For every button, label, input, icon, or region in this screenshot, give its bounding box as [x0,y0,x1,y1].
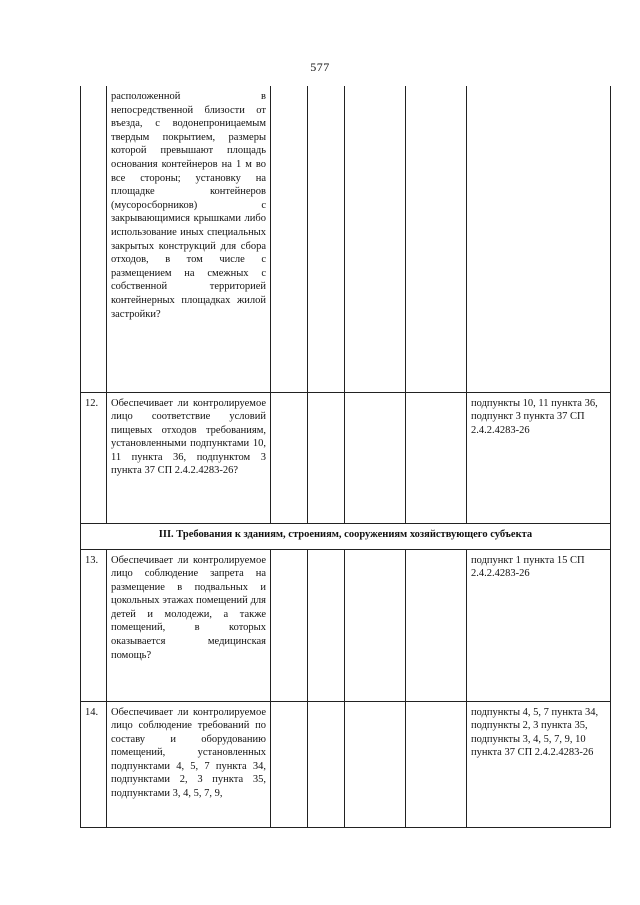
table-row [81,549,611,701]
comment-cell [406,392,467,523]
reference-cell: подпункт 1 пункта 15 СП 2.4.2.4283-26 [467,549,611,701]
question-cell: Обеспечивает ли контролируемое лицо соблюдение требований по составу и оборудованию помещений, установленных подпунктами 4, 5, 7 пункта 34, подпунктами 2, 3 пункта 35, подпунктами 3, 4, 5, 7, 9, [107,701,271,827]
reference-cell: подпункты 10, 11 пункта 36, подпункт 3 пункта 37 СП 2.4.2.4283-26 [467,392,611,523]
section-title: III. Требования к зданиям, строениям, сооружениям хозяйствующего субъекта [81,523,611,549]
answer-cell-no [308,701,345,827]
comment-cell [406,86,467,392]
table-row [81,701,611,827]
answer-cell-yes [271,701,308,827]
answer-cell-no [308,549,345,701]
table-row [81,392,611,523]
answer-cell-yes [271,392,308,523]
page-number: 577 [310,60,330,74]
checklist-table [80,86,611,828]
question-cell: расположенной в непосредственной близости от въезда, с водонепроницаемым твердым покрытием, размеры которой превышают площадь основания контейнеров на 1 м во все стороны; установку на площадке контейнеров (мусоросборников) с закрывающимися крышками либо использование иных специальных закрытых конструкций для сбора отходов, в том числе с размещением на смежных с собственной территорией контейнерных площадках жилой застройки? [107,86,271,392]
answer-cell-yes [271,86,308,392]
row-number: 14. [81,701,107,827]
comment-cell [406,701,467,827]
row-number [81,86,107,392]
reference-cell: подпункты 4, 5, 7 пункта 34, подпункты 2, 3 пункта 35, подпункты 3, 4, 5, 7, 9, 10 пункта 37 СП 2.4.2.4283-26 [467,701,611,827]
comment-cell [406,549,467,701]
answer-cell-na [345,549,406,701]
question-cell: Обеспечивает ли контролируемое лицо соблюдение запрета на размещение в подвальных и цокольных этажах помещений для детей и молодежи, а также помещений, в которых оказывается медицинская помощь? [107,549,271,701]
answer-cell-na [345,392,406,523]
question-cell: Обеспечивает ли контролируемое лицо соответствие условий пищевых отходов требованиям, установленными подпунктами 10, 11 пункта 36, подпунктом 3 пункта 37 СП 2.4.2.4283-26? [107,392,271,523]
answer-cell-na [345,86,406,392]
answer-cell-no [308,86,345,392]
answer-cell-no [308,392,345,523]
reference-cell [467,86,611,392]
section-header-row [81,523,611,549]
table-row [81,86,611,392]
answer-cell-na [345,701,406,827]
answer-cell-yes [271,549,308,701]
row-number: 13. [81,549,107,701]
row-number: 12. [81,392,107,523]
